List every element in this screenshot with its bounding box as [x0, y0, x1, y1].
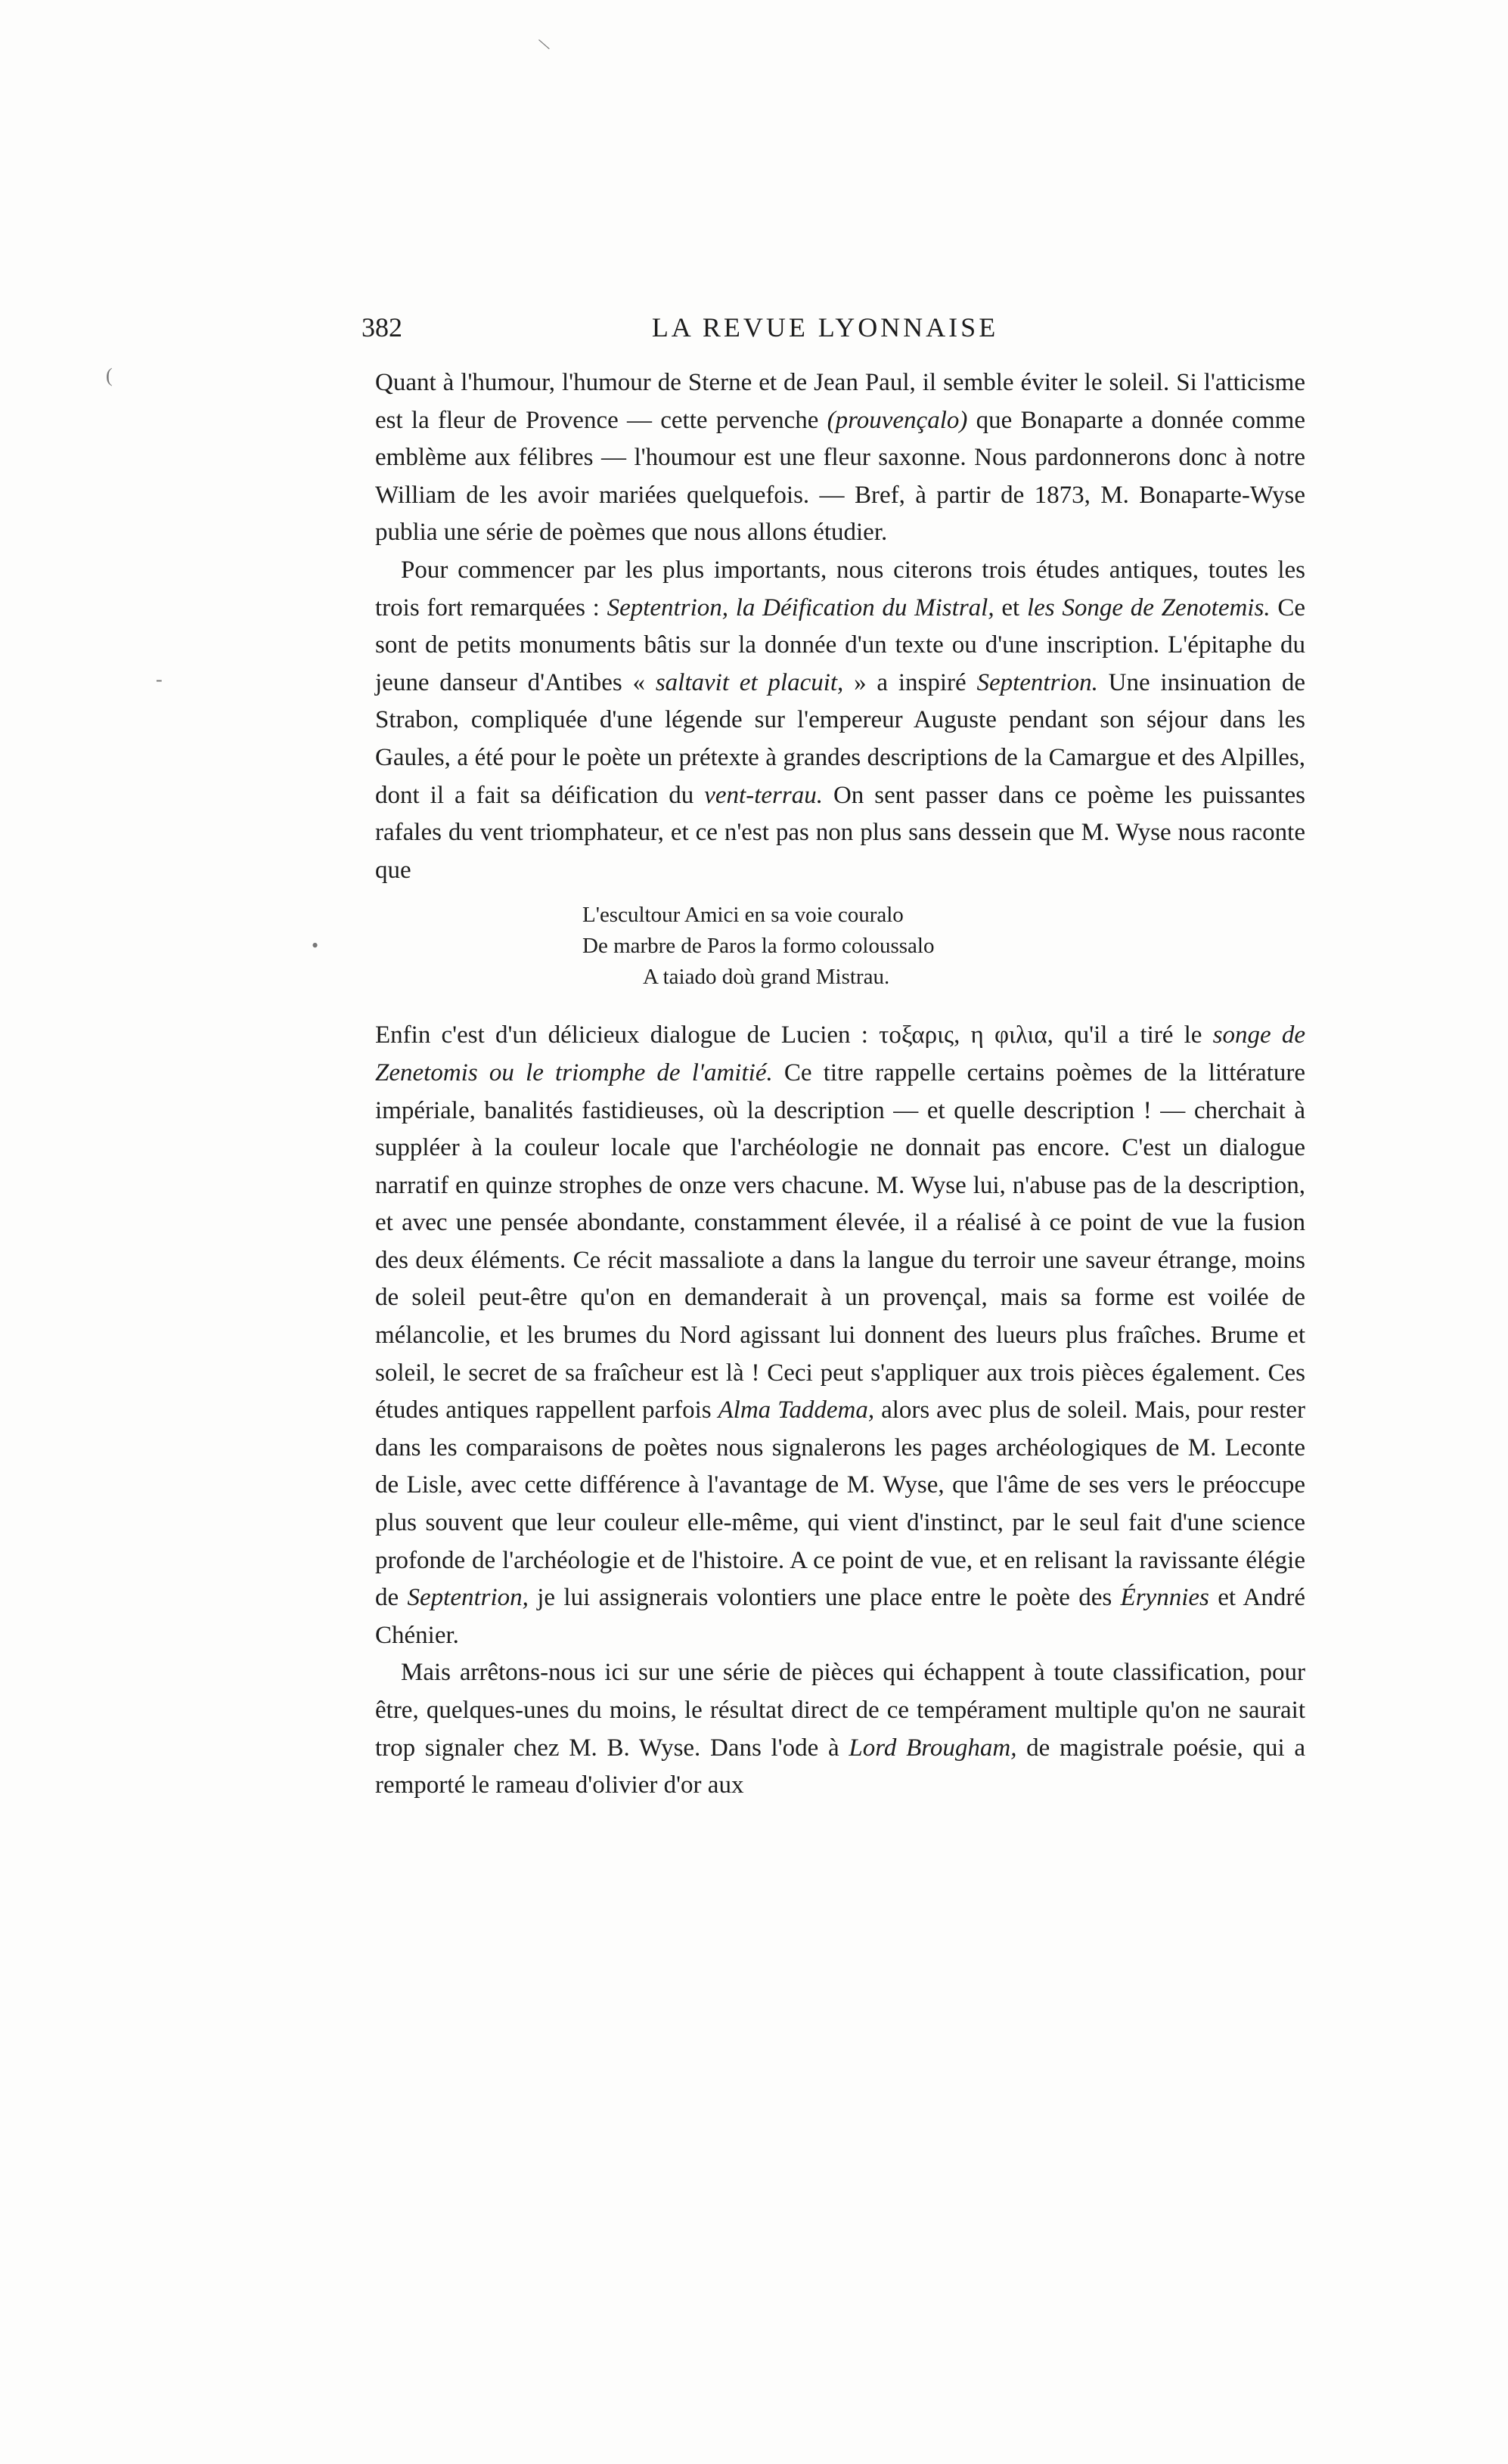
paragraph-humour: Quant à l'humour, l'humour de Sterne et de Jean Paul, il semble éviter le soleil. Si l'atticisme est la fleur de Provence — cette pervenche (prouvençalo) que Bonaparte a donnée comme emblème aux félibres — l'houmour est une fleur saxonne. Nous pardonnerons donc à notre William de les avoir mariées quelquefois. — Bref, à partir de 1873, M. Bonaparte-Wyse publia une série de poèmes que nous allons étudier.	[375, 369, 1305, 547]
margin-mark: (	[106, 364, 113, 386]
poem-line: De marbre de Paros la formo coloussalo	[582, 934, 935, 959]
margin-mark: -	[156, 668, 163, 690]
running-head	[361, 311, 1289, 349]
scan-speck: \	[535, 33, 552, 55]
page-number: 382	[361, 312, 402, 342]
article-body	[375, 364, 1305, 1805]
poem-quote	[582, 900, 1305, 993]
paragraph-antique-studies: Pour commencer par les plus importants, nous citerons trois études antiques, toutes les trois fort remarquées : Septentrion, la Déification du Mistral, et les Songe de Zenotemis. Ce sont de petits monuments bâtis sur la donnée d'un texte ou d'une inscription. L'épitaphe du jeune danseur d'Antibes « saltavit et placuit, » a inspiré Septentrion. Une insinuation de Strabon, compliquée d'une légende sur l'empereur Auguste pendant son séjour dans les Gaules, a été pour le poète un prétexte à grandes descriptions de la Camargue et des Alpilles, dont il a fait sa déification du vent-terrau. On sent passer dans ce poème les puissantes rafales du vent triomphateur, et ce n'est pas non plus sans dessein que M. Wyse nous raconte que	[375, 556, 1305, 884]
paragraph-lord-brougham: Mais arrêtons-nous ici sur une série de pièces qui échappent à toute classification, pour être, quelques-unes du moins, le résultat direct de ce tempérament multiple qu'on ne saurait trop signaler chez M. B. Wyse. Dans l'ode à Lord Brougham, de magistrale poésie, qui a remporté le rameau d'olivier d'or aux	[375, 1659, 1305, 1799]
journal-title: LA REVUE LYONNAISE	[651, 312, 999, 342]
poem-line: L'escultour Amici en sa voie couralo	[582, 903, 904, 928]
margin-mark: •	[312, 934, 319, 956]
poem-line: A taiado doù grand Mistrau.	[643, 965, 890, 990]
paragraph-zenetomis: Enfin c'est d'un délicieux dialogue de Lucien : τοξαρις, η φιλια, qu'il a tiré le songe de Zenetomis ou le triomphe de l'amitié. Ce titre rappelle certains poèmes de la littérature impériale, banalités fastidieuses, où la description — et quelle description ! — cherchait à suppléer à la couleur locale que l'archéologie ne donnait pas encore. C'est un dialogue narratif en quinze strophes de onze vers chacune. M. Wyse lui, n'abuse pas de la description, et avec une pensée abondante, constamment élevée, il a réalisé à ce point de vue la fusion des deux éléments. Ce récit massaliote a dans la langue du terroir une saveur étrange, moins de soleil peut-être qu'on en demanderait à un provençal, mais sa forme est voilée de mélancolie, et les brumes du Nord agissant lui donnent des lueurs plus fraîches. Brume et soleil, le secret de sa fraîcheur est là ! Ceci peut s'appliquer aux trois pièces également. Ces études antiques rappellent parfois Alma Taddema, alors avec plus de soleil. Mais, pour rester dans les comparaisons de poètes nous signalerons les pages archéologiques de M. Leconte de Lisle, avec cette différence à l'avantage de M. Wyse, que l'âme de ses vers le préoccupe plus souvent que leur couleur elle-même, qui vient d'instinct, par le seul fait d'une science profonde de l'archéologie et de l'histoire. A ce point de vue, et en relisant la ravissante élégie de Septentrion, je lui assignerais volontiers une place entre le poète des Érynnies et André Chénier.	[375, 1021, 1306, 1649]
